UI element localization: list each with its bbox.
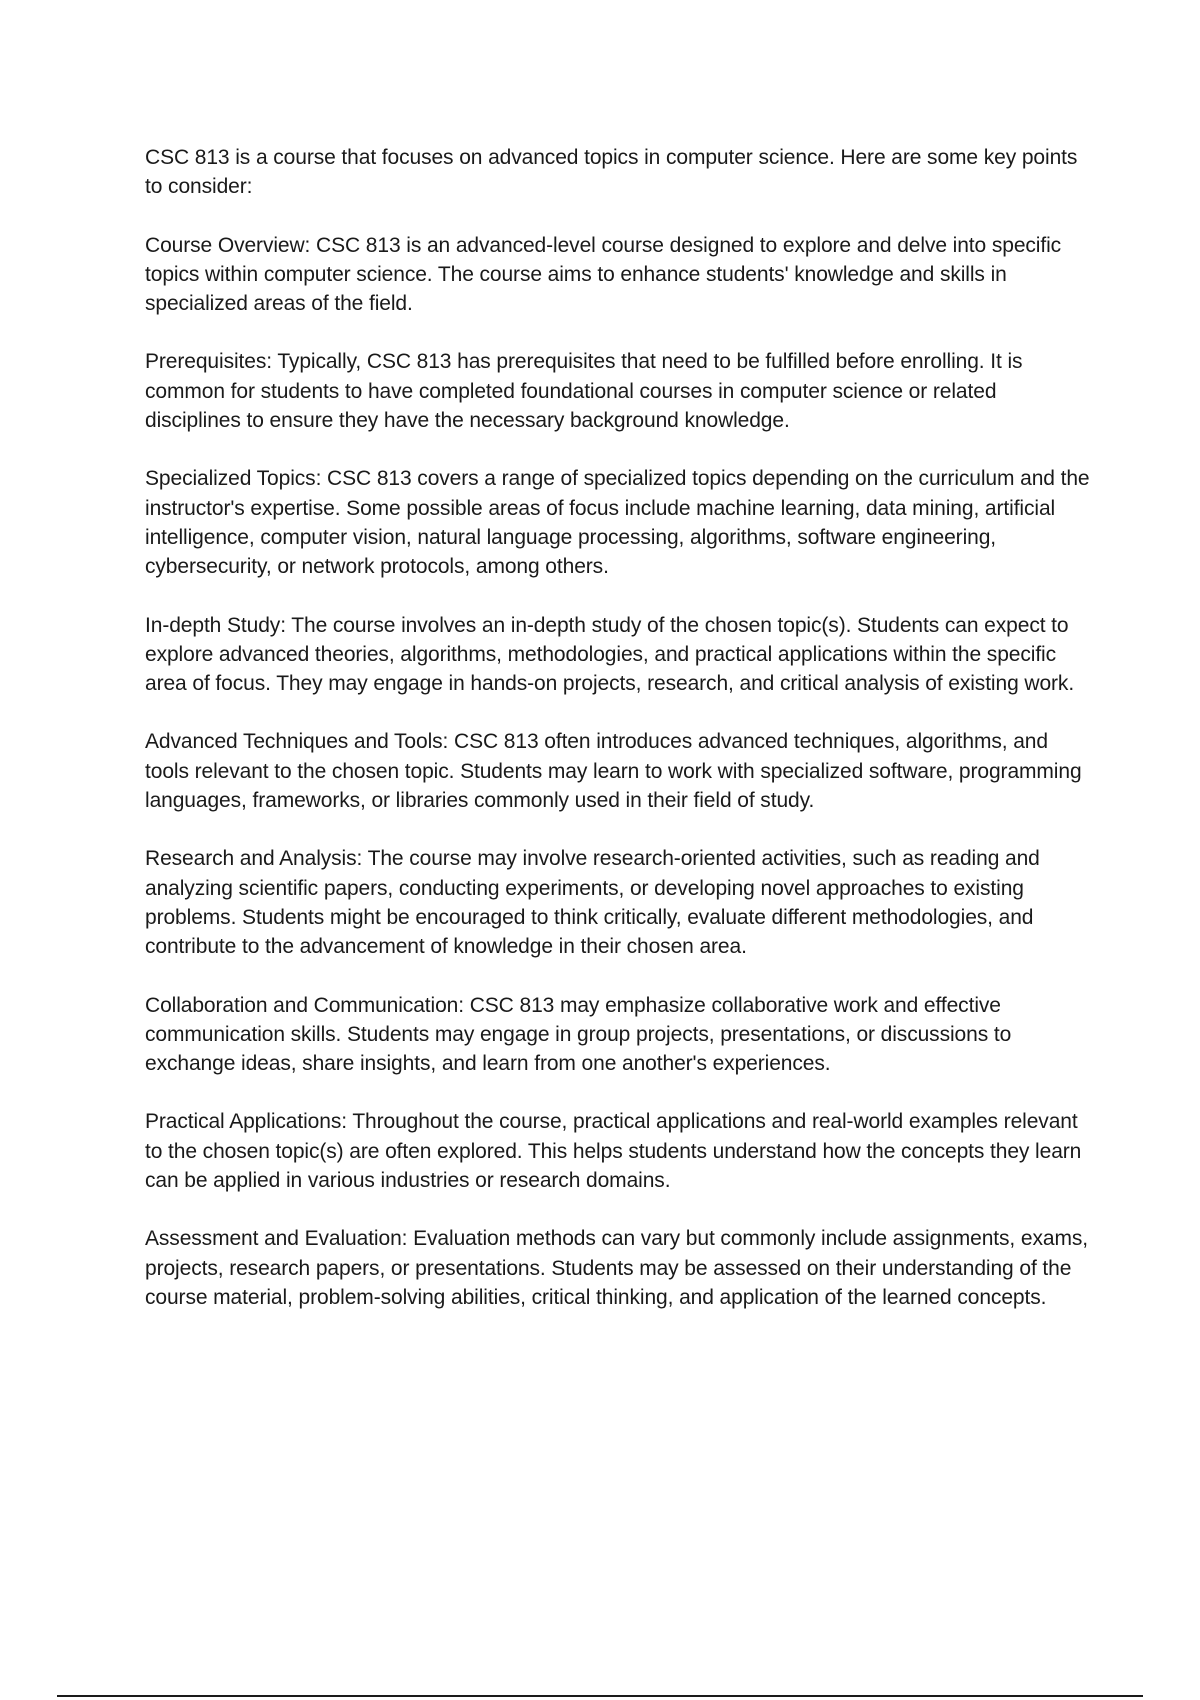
document-body: [145, 143, 1090, 1341]
paragraph-course-overview: Course Overview: CSC 813 is an advanced-level course designed to explore and delve into specific topics within computer science. The course aims to enhance students' knowledge and skills in specialized areas of the field.: [145, 233, 1062, 316]
paragraph-intro: CSC 813 is a course that focuses on advanced topics in computer science. Here are some key points to consider:: [145, 146, 1078, 199]
paragraph-research-analysis: Research and Analysis: The course may involve research-oriented activities, such as reading and analyzing scientific papers, conducting experiments, or developing novel approaches to existing problems. Students might be encouraged to think critically, evaluate different methodologies, and contribute to the advancement of knowledge in their chosen area.: [145, 847, 1040, 959]
page-bottom-divider: [57, 1695, 1143, 1697]
paragraph-practical-applications: Practical Applications: Throughout the course, practical applications and real-world examples relevant to the chosen topic(s) are often explored. This helps students understand how the concepts they learn can be applied in various industries or research domains.: [145, 1110, 1082, 1193]
paragraph-in-depth-study: In-depth Study: The course involves an in-depth study of the chosen topic(s). Students can expect to explore advanced theories, algorithms, methodologies, and practical applications within the specific area of focus. They may engage in hands-on projects, research, and critical analysis of existing work.: [145, 613, 1075, 696]
paragraph-advanced-techniques: Advanced Techniques and Tools: CSC 813 often introduces advanced techniques, algorithms, and tools relevant to the chosen topic. Students may learn to work with specialized software, programming languages, frameworks, or libraries commonly used in their field of study.: [145, 730, 1082, 813]
paragraph-specialized-topics: Specialized Topics: CSC 813 covers a range of specialized topics depending on the curriculum and the instructor's expertise. Some possible areas of focus include machine learning, data mining, artificial intelligence, computer vision, natural language processing, algorithms, software engineering, cybersecurity, or network protocols, among others.: [145, 467, 1090, 579]
paragraph-prerequisites: Prerequisites: Typically, CSC 813 has prerequisites that need to be fulfilled before enrolling. It is common for students to have completed foundational courses in computer science or related disciplines to ensure they have the necessary background knowledge.: [145, 350, 1023, 433]
paragraph-assessment: Assessment and Evaluation: Evaluation methods can vary but commonly include assignments, exams, projects, research papers, or presentations. Students may be assessed on their understanding of the course material, problem-solving abilities, critical thinking, and application of the learned concepts.: [145, 1227, 1088, 1309]
paragraph-collaboration: Collaboration and Communication: CSC 813 may emphasize collaborative work and effective communication skills. Students may engage in group projects, presentations, or discussions to exchange ideas, share insights, and learn from one another's experiences.: [145, 993, 1012, 1076]
